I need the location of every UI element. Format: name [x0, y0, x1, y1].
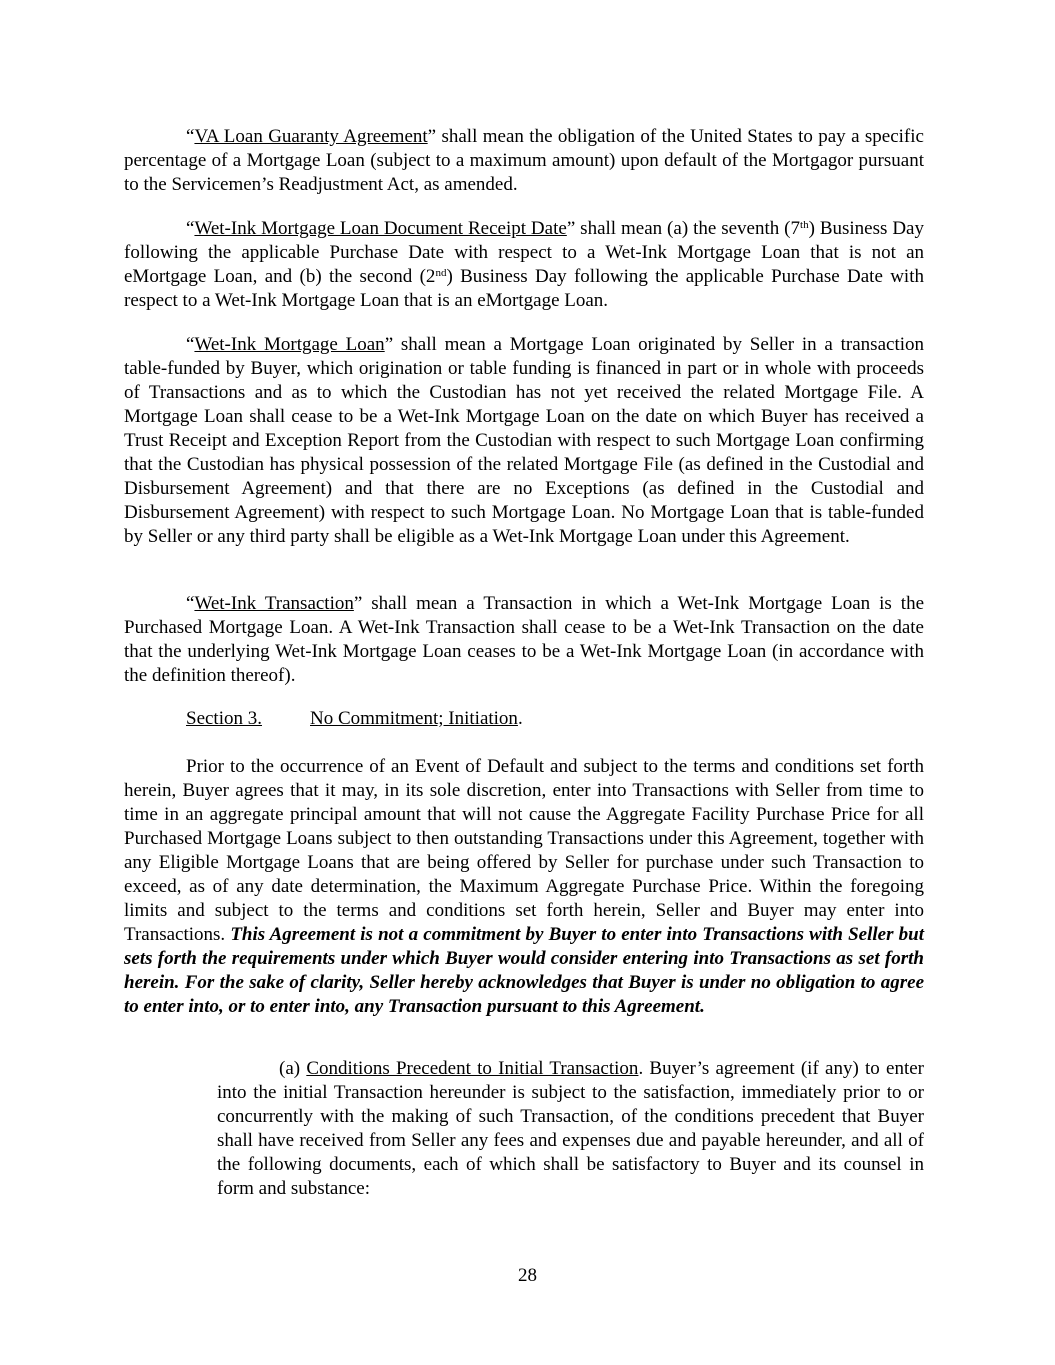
- definition-va-loan-guaranty-agreement: [124, 125, 924, 197]
- section-heading: [186, 707, 523, 731]
- section-body-paragraph: [124, 755, 924, 1019]
- definition-text: ) Business Day following the applicable Purchase Date with respect to a Wet-Ink Mortgage Loan that is not an eMortgage Loan, and (b) the second (2: [124, 218, 924, 287]
- subsection-text: . Buyer’s agreement (if any) to enter into the initial Transaction hereunder is subject to the satisfaction, immediately prior to or concurrently with the making of such Transaction, of the conditions precedent that Buyer shall have received from Seller any fees and expenses due and payable hereunder, and all of the following documents, each of which shall be satisfactory to Buyer and its counsel in form and substance:: [217, 1058, 925, 1199]
- definition-text: ” shall mean (a) the seventh (7: [566, 218, 801, 239]
- section-title-period: .: [517, 708, 523, 729]
- defined-term: VA Loan Guaranty Agreement: [194, 126, 428, 147]
- ordinal-suffix: nd: [435, 267, 447, 279]
- section-title: No Commitment; Initiation: [310, 708, 518, 729]
- body-emphasis-text: This Agreement is not a commitment by Buyer to enter into Transactions with Seller but sets forth the requirements under which Buyer would consider entering into Transactions as set forth herein. For the sake of clarity, Seller hereby acknowledges that Buyer is under no obligation to agree to enter into, or to enter into, any Transaction pursuant to this Agreement.: [124, 924, 924, 1017]
- open-quote: “: [186, 218, 195, 239]
- definition-wet-ink-transaction: [124, 592, 924, 688]
- definition-text: ” shall mean a Transaction in which a Wet-Ink Mortgage Loan is the Purchased Mortgage Loan. A Wet-Ink Transaction shall cease to be a Wet-Ink Transaction on the date that the underlying Wet-Ink Mortgage Loan ceases to be a Wet-Ink Mortgage Loan (in accordance with the definition thereof).: [124, 593, 924, 686]
- section-number: Section 3.: [186, 708, 262, 729]
- body-text: Prior to the occurrence of an Event of Default and subject to the terms and conditions set forth herein, Buyer agrees that it may, in its sole discretion, enter into Transactions with Seller from time to time in an aggregate principal amount that will not cause the Aggregate Facility Purchase Price for all Purchased Mortgage Loans subject to then outstanding Transactions under this Agreement, together with any Eligible Mortgage Loans that are being offered by Seller for purchase under such Transaction to exceed, as of any date determination, the Maximum Aggregate Purchase Price. Within the foregoing limits and subject to the terms and conditions set forth herein, Seller and Buyer may enter into Transactions.: [124, 756, 924, 945]
- defined-term: Wet-Ink Mortgage Loan Document Receipt Date: [194, 218, 567, 239]
- open-quote: “: [186, 126, 195, 147]
- definition-text: ” shall mean a Mortgage Loan originated by Seller in a transaction table-funded by Buyer, which origination or table funding is financed in part or in whole with proceeds of Transactions and as to which the Custodian has not yet received the related Mortgage File. A Mortgage Loan shall cease to be a Wet-Ink Mortgage Loan on the date on which Buyer has received a Trust Receipt and Exception Report from the Custodian with respect to such Mortgage Loan confirming that the Custodian has physical possession of the related Mortgage File (as defined in the Custodial and Disbursement Agreement) and that there are no Exceptions (as defined in the Custodial and Disbursement Agreement) with respect to such Mortgage Loan. No Mortgage Loan that is table-funded by Seller or any third party shall be eligible as a Wet-Ink Mortgage Loan under this Agreement.: [124, 334, 924, 547]
- definition-wet-ink-receipt-date: [124, 217, 924, 313]
- defined-term: Wet-Ink Transaction: [194, 593, 354, 614]
- subsection-label: (a): [279, 1058, 307, 1079]
- ordinal-suffix: th: [800, 219, 809, 231]
- defined-term: Wet-Ink Mortgage Loan: [194, 334, 385, 355]
- page-number: 28: [518, 1265, 537, 1286]
- open-quote: “: [186, 593, 195, 614]
- subsection-title: Conditions Precedent to Initial Transaction: [306, 1058, 639, 1079]
- subsection-a: [217, 1057, 924, 1201]
- definition-wet-ink-mortgage-loan: [124, 333, 924, 549]
- definition-text: ” shall mean the obligation of the United States to pay a specific percentage of a Mortgage Loan (subject to a maximum amount) upon default of the Mortgagor pursuant to the Servicemen’s Readjustment Act, as amended.: [124, 126, 924, 195]
- definition-text: ) Business Day following the applicable Purchase Date with respect to a Wet-Ink Mortgage Loan that is an eMortgage Loan.: [124, 266, 924, 311]
- open-quote: “: [186, 334, 195, 355]
